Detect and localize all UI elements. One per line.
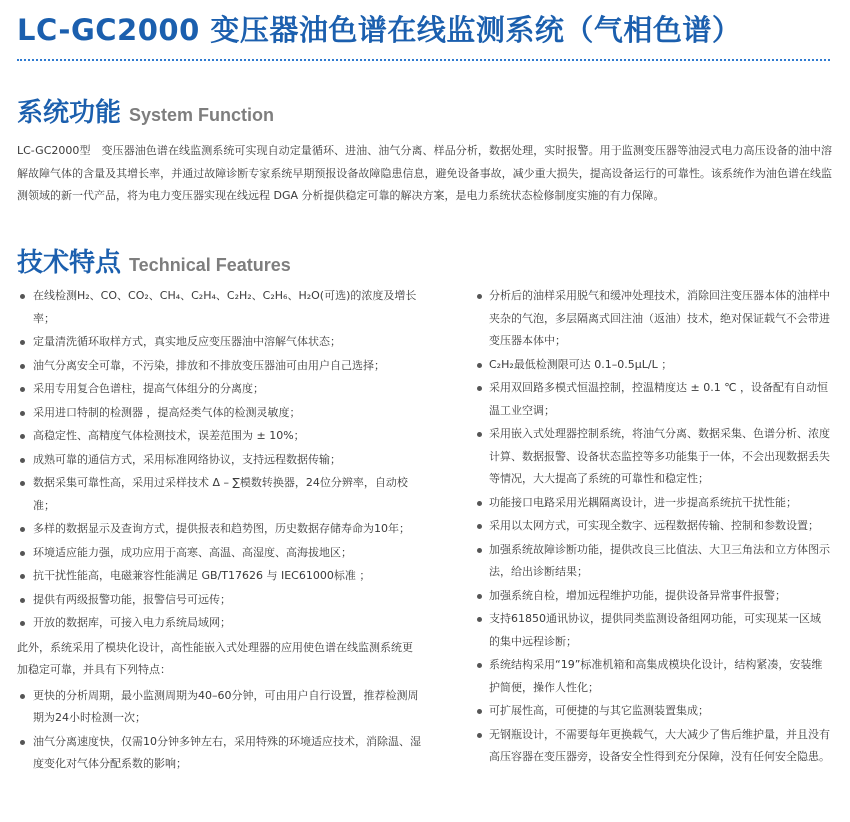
features-list-right <box>474 285 830 769</box>
list-item: 数据采集可靠性高，采用过采样技术 Δ – ∑模数转换器，24位分辨率，自动校准； <box>17 472 422 517</box>
list-item: 多样的数据显示及查询方式，提供报表和趋势图，历史数据存储寿命为10年； <box>17 518 422 541</box>
modular-design-paragraph: 此外，系统采用了模块化设计，高性能嵌入式处理器的应用使色谱在线监测系统更加稳定可靠，并具有下列特点： <box>17 640 413 676</box>
list-item: 提供有两级报警功能，报警信号可远传； <box>17 589 422 612</box>
list-item: 定量清洗循环取样方式，真实地反应变压器油中溶解气体状态； <box>17 331 422 354</box>
technical-features-heading-cn: 技术特点 <box>17 248 122 278</box>
technical-features-heading <box>17 242 291 279</box>
list-item: 系统结构采用“19”标准机箱和高集成模块化设计，结构紧凑，安装维护简便，操作人性化； <box>474 654 830 699</box>
list-item: 采用以太网方式，可实现全数字、远程数据传输、控制和参数设置； <box>474 515 830 538</box>
list-item: 加强系统自检，增加远程维护功能，提供设备异常事件报警； <box>474 585 830 608</box>
list-item: 成熟可靠的通信方式，采用标准网络协议，支持远程数据传输； <box>17 449 422 472</box>
list-item: 采用双回路多模式恒温控制，控温精度达 ± 0.1 ℃ ，设备配有自动恒温工业空调； <box>474 377 830 422</box>
list-item: 采用专用复合色谱柱，提高气体组分的分离度； <box>17 378 422 401</box>
list-item: 可扩展性高，可便捷的与其它监测装置集成； <box>474 700 830 723</box>
list-item: 功能接口电路采用光耦隔离设计，进一步提高系统抗干扰性能； <box>474 492 830 515</box>
list-item: 高稳定性、高精度气体检测技术，误差范围为 ± 10%； <box>17 425 422 448</box>
list-item: 采用嵌入式处理器控制系统，将油气分离、数据采集、色谱分析、浓度计算、数据报警、设备状态监控等多功能集于一体，不会出现数据丢失等情况，大大提高了系统的可靠性和稳定性； <box>474 423 830 491</box>
list-item: 加强系统故障诊断功能，提供改良三比值法、大卫三角法和立方体图示法，给出诊断结果； <box>474 539 830 584</box>
page-title: LC-GC2000 变压器油色谱在线监测系统（气相色谱） <box>17 13 742 47</box>
list-item: 采用进口特制的检测器 ，提高烃类气体的检测灵敏度； <box>17 402 422 425</box>
system-function-heading-en: System Function <box>129 105 275 125</box>
list-item: 支持61850通讯协议，提供同类监测设备组网功能，可实现某一区域的集中远程诊断； <box>474 608 830 653</box>
features-list-left <box>17 285 422 635</box>
system-function-text: LC-GC2000型 变压器油色谱在线监测系统可实现自动定量循环、进油、油气分离、样品分析，数据处理，实时报警。用于监测变压器等油浸式电力高压设备的油中溶解故障气体的含量及其增长率，并通过故障诊断专家系统早期预报设备故障隐患信息，避免设备事故，减少重大损失，提高设备运行的可靠性。该系统作为油色谱在线监测领域的新一代产品，将为电力变压器实现在线远程 DGA 分析提供稳定可靠的解决方案，是电力系统状态检修制度实施的有力保障。 <box>17 144 832 202</box>
features-right-column <box>474 285 830 770</box>
title-divider <box>17 59 830 61</box>
list-item: 分析后的油样采用脱气和缓冲处理技术，消除回注变压器本体的油样中夹杂的气泡，多层隔离式回注油（返油）技术，绝对保证载气不会带进变压器本体中； <box>474 285 830 353</box>
list-item: C₂H₂最低检测限可达 0.1–0.5μL/L ； <box>474 354 830 377</box>
list-item: 油气分离速度快，仅需10分钟多钟左右，采用特殊的环境适应技术，消除温、湿度变化对气体分配系数的影响； <box>17 731 422 776</box>
list-item: 油气分离安全可靠，不污染，排放和不排放变压器油可由用户自己选择； <box>17 355 422 378</box>
list-item: 更快的分析周期，最小监测周期为40–60分钟，可由用户自行设置，推荐检测周期为24小时检测一次； <box>17 685 422 730</box>
system-function-heading-cn: 系统功能 <box>17 98 122 128</box>
system-function-heading <box>17 92 274 129</box>
list-item: 开放的数据库，可接入电力系统局域网； <box>17 612 422 635</box>
list-item: 抗干扰性能高，电磁兼容性能满足 GB/T17626 与 IEC61000标准 ； <box>17 565 422 588</box>
list-item: 在线检测H₂、CO、CO₂、CH₄、C₂H₄、C₂H₂、C₂H₆、H₂O(可选)的浓度及增长率； <box>17 285 422 330</box>
features-left-column <box>17 285 422 777</box>
list-item: 环境适应能力强，成功应用于高寒、高温、高湿度、高海拔地区； <box>17 542 422 565</box>
features-list-left-2 <box>17 685 422 776</box>
technical-features-heading-en: Technical Features <box>129 255 291 275</box>
list-item: 无钢瓶设计，不需要每年更换载气，大大减少了售后维护量，并且没有高压容器在变压器旁，设备安全性得到充分保障，没有任何安全隐患。 <box>474 724 830 769</box>
